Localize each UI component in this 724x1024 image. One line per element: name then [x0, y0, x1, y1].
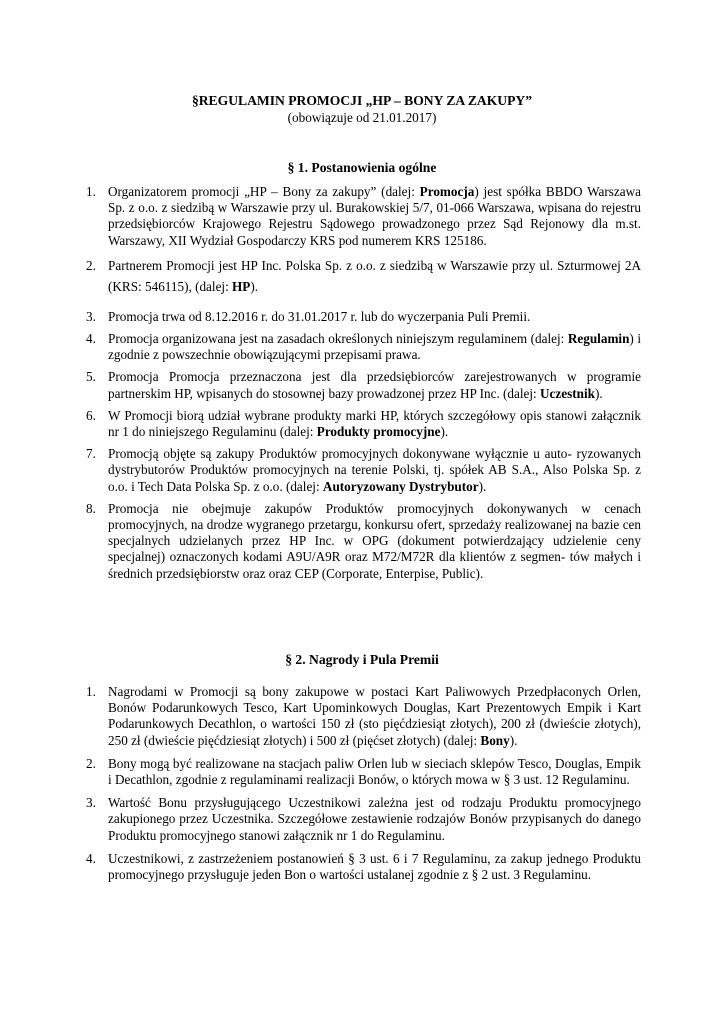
list-item: [0, 446, 724, 495]
list-item: [0, 851, 724, 883]
item-number: 8.: [86, 500, 96, 516]
item-text: Nagrodami w Promocji są bony zakupowe w postaci Kart Paliwowych Przedpłaconych Orlen, Bonów Podarunkowych Tesco, Kart Upominkowych Douglas, Kart Prezentowych Empik i Kart Podarunkowych Decathlon, o wartości 150 zł (sto pięćdziesiąt złotych), 200 zł (dwieście złotych), 250 zł (dwieście pięćdziesiąt złotych) i 500 zł (pięćset złotych) (dalej:: [108, 684, 641, 748]
item-number: 3.: [86, 795, 96, 811]
item-text: ) i zgodnie z powszechnie obowiązującymi przepisami prawa.: [108, 331, 641, 363]
item-number: 7.: [86, 446, 96, 462]
item-number: 1.: [86, 184, 96, 199]
item-number: 3.: [86, 308, 96, 324]
list-item: [0, 408, 724, 440]
list-item: [0, 795, 724, 844]
defined-term: Regulamin: [567, 331, 630, 347]
item-number: 5.: [86, 369, 96, 385]
item-text: ).: [440, 424, 449, 440]
item-text: Bony mogą być realizowane na stacjach paliw Orlen lub w sieciach sklepów Tesco, Douglas, Empik i Decathlon, zgodnie z regulaminami realizacji Bonów, o których mowa w § 3 ust. 12 Regulaminu.: [108, 755, 641, 788]
item-text: Promocja organizowana jest na zasadach określonych niniejszym regulaminem (dalej:: [108, 331, 568, 347]
section-2-heading: § 2. Nagrody i Pula Premii: [285, 652, 439, 667]
list-item: [0, 756, 724, 788]
item-text: ) jest spółka BBDO Warszawa Sp. z o.o. z siedzibą w Warszawie przy ul. Burakowskiej 5/7, 01-066 Warszawa, wpisana do rejestru przedsiębiorców Krajowego Rejestru Sądowego prowadzonego przez Sąd Rejonowy dla m.st. Warszawy, XII Wydział Gospodarczy KRS pod numerem KRS 125186.: [108, 184, 641, 248]
defined-term: Bony: [480, 732, 510, 748]
document-title: §REGULAMIN PROMOCJI „HP – BONY ZA ZAKUPY”: [191, 93, 533, 108]
list-item: [0, 331, 724, 363]
section-1-heading: § 1. Postanowienia ogólne: [287, 160, 437, 175]
defined-term: Promocja: [419, 184, 475, 199]
defined-term: HP: [232, 278, 251, 294]
item-text: Partnerem Promocji jest HP Inc. Polska Sp. z o.o. z siedzibą w Warszawie przy ul. Szturmowej 2A (KRS: 546115), (dalej:: [108, 257, 641, 294]
item-text: ).: [250, 278, 259, 294]
list-item: [0, 184, 724, 249]
item-text: Promocją objęte są zakupy Produktów promocyjnych dokonywane wyłącznie u auto- ryzowanych dystrybutorów Produktów promocyjnych na terenie Polski, tj. spółek AB S.A., Also Polska Sp. z o.o. i Tech Data Polska Sp. z o.o. (dalej:: [108, 446, 641, 494]
list-item: [0, 369, 724, 401]
item-text: ).: [509, 732, 518, 748]
item-number: 4.: [86, 850, 96, 866]
defined-term: Uczestnik: [540, 385, 595, 401]
item-number: 2.: [86, 257, 96, 273]
title-block: [0, 92, 724, 126]
list-item: [0, 501, 724, 582]
list-item: [0, 255, 724, 297]
defined-term: Autoryzowany Dystrybutor: [322, 478, 479, 494]
item-number: 6.: [86, 407, 96, 423]
defined-term: Produkty promocyjne: [316, 424, 441, 440]
item-text: Organizatorem promocji „HP – Bony za zakupy” (dalej:: [108, 184, 420, 199]
item-number: 2.: [86, 755, 96, 771]
item-text: Promocja nie obejmuje zakupów Produktów promocyjnych dokonywanych w cenach promocyjnych, na drodze wygranego przetargu, konkursu ofert, sprzedaży realizowanej na bazie cen specjalnych udzielanych przez HP Inc. w OPG (dokument potwierdzający udzielenie ceny specjalnej) oznaczonych kodami A9U/A9R oraz M72/M72R dla klientów z segmen- tów małych i średnich przedsiębiorstw oraz oraz CEP (Corporate, Enterpise, Public).: [108, 500, 641, 581]
section-1-list: [0, 184, 724, 588]
list-item: [0, 684, 724, 749]
item-text: ).: [594, 385, 603, 401]
item-text: Wartość Bonu przysługującego Uczestnikowi zależna jest od rodzaju Produktu promocyjnego zakupionego przez Uczestnika. Szczegółowe zestawienie rodzajów Bonów przypisanych do danego Produktu promocyjnego stanowi załącznik nr 1 do Regulaminu.: [108, 795, 641, 843]
item-text: W Promocji biorą udział wybrane produkty marki HP, których szczegółowy opis stanowi załącznik nr 1 do niniejszego Regulaminu (dalej:: [108, 407, 641, 440]
section-2-list: [0, 684, 724, 890]
item-text: ).: [478, 478, 487, 494]
item-text: Promocja trwa od 8.12.2016 r. do 31.01.2017 r. lub do wyczerpania Puli Premii.: [108, 308, 531, 324]
document-subtitle: (obowiązuje od 21.01.2017): [287, 110, 437, 125]
list-item: [0, 309, 724, 325]
item-number: 4.: [86, 331, 96, 347]
item-text: Uczestnikowi, z zastrzeżeniem postanowień § 3 ust. 6 i 7 Regulaminu, za zakup jednego Produktu promocyjnego przysługuje jeden Bon o wartości ustalanej zgodnie z § 2 ust. 3 Regulaminu.: [108, 850, 641, 883]
item-number: 1.: [86, 684, 96, 699]
item-text: Promocja Promocja przeznaczona jest dla przedsiębiorców zarejestrowanych w programie partnerskim HP, wpisanych do stosownej bazy prowadzonej przez HP Inc. (dalej:: [108, 369, 641, 401]
